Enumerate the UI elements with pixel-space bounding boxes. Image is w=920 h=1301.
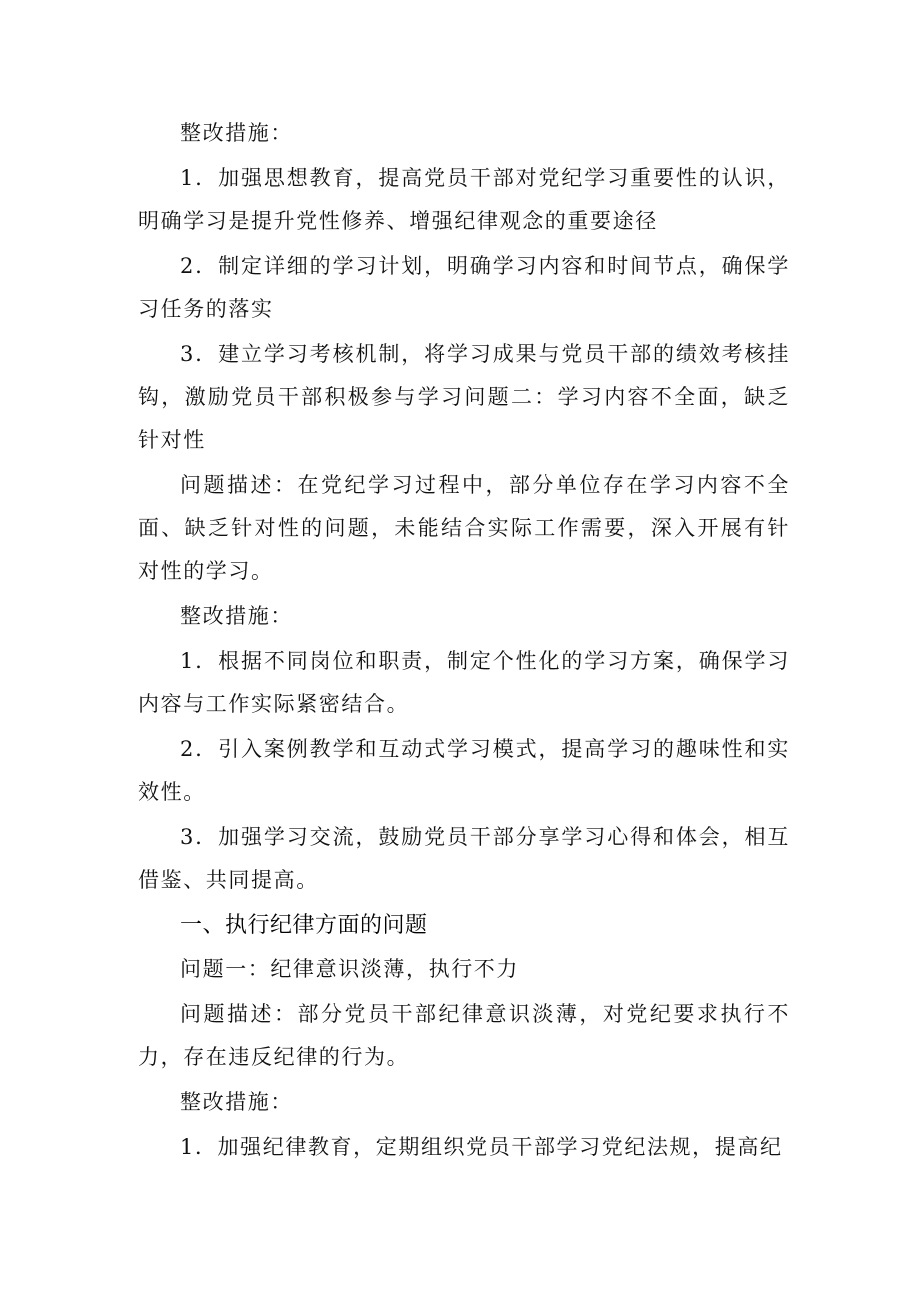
paragraph-problem-description-1: 问题描述：在党纪学习过程中，部分单位存在学习内容不全面、缺乏针对性的问题，未能结合实际工作需要，深入开展有针对性的学习。 (138, 473, 790, 583)
paragraph-measure-3-assessment: 3．建立学习考核机制，将学习成果与党员干部的绩效考核挂钩，激励党员干部积极参与学习问题二：学习内容不全面，缺乏针对性 (138, 342, 790, 452)
paragraph-measure-2-case-teaching: 2．引入案例教学和互动式学习模式，提高学习的趣味性和实效性。 (138, 737, 790, 804)
paragraph-measure-3-exchange: 3．加强学习交流，鼓励党员干部分享学习心得和体会，相互借鉴、共同提高。 (138, 825, 790, 892)
paragraph-rectification-measures-2: 整改措施： (180, 604, 293, 628)
paragraph-rectification-measures-3: 整改措施： (180, 1090, 293, 1114)
document-body (138, 112, 790, 1171)
paragraph-problem-one: 问题一：纪律意识淡薄，执行不力 (180, 957, 519, 981)
paragraph-measure-2-study-plan: 2．制定详细的学习计划，明确学习内容和时间节点，确保学习任务的落实 (138, 254, 790, 321)
paragraph-measure-1-discipline-education: 1．加强纪律教育，定期组织党员干部学习党纪法规，提高纪 (180, 1135, 783, 1159)
paragraph-measure-1-ideological-education: 1．加强思想教育，提高党员干部对党纪学习重要性的认识，明确学习是提升党性修养、增强纪律观念的重要途径 (138, 166, 790, 233)
paragraph-rectification-measures-1: 整改措施： (180, 121, 293, 145)
section-heading-discipline: 一、执行纪律方面的问题 (180, 913, 428, 938)
paragraph-measure-1-personalized-plan: 1．根据不同岗位和职责，制定个性化的学习方案，确保学习内容与工作实际紧密结合。 (138, 649, 790, 716)
paragraph-problem-description-2: 问题描述：部分党员干部纪律意识淡薄，对党纪要求执行不力，存在违反纪律的行为。 (138, 1002, 790, 1069)
